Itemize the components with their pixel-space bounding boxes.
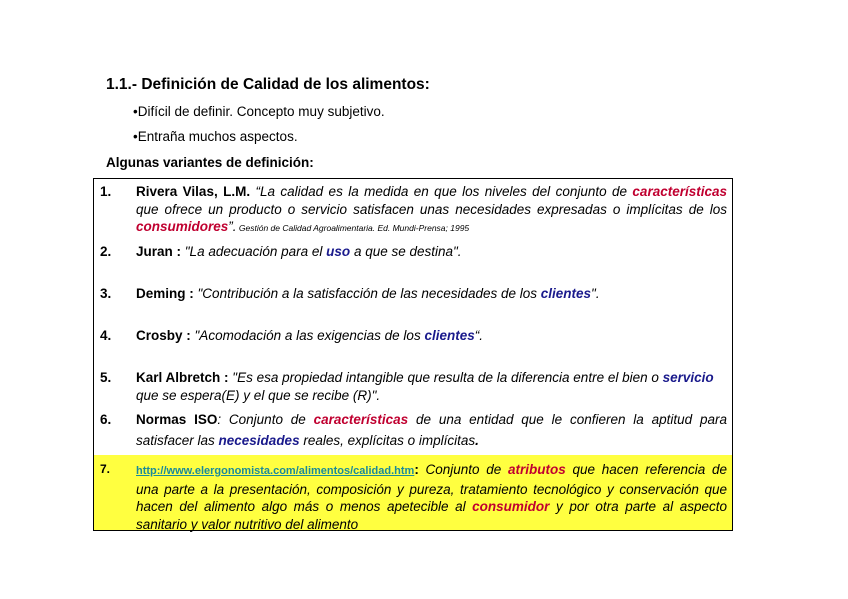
keyword-blue: uso: [326, 244, 351, 259]
variants-heading: Algunas variantes de definición:: [106, 155, 314, 170]
item-number: 3.: [100, 286, 112, 301]
author-name: Rivera Vilas, L.M.: [136, 184, 251, 199]
keyword-red: consumidores: [136, 219, 229, 234]
keyword-red: características: [632, 184, 727, 199]
quote-text: que se espera(E) y el que se recibe (R)".: [136, 387, 381, 403]
quote-text: “.: [474, 328, 483, 343]
author-name: Deming :: [136, 286, 194, 301]
keyword-red: características: [313, 412, 409, 427]
keyword-blue: clientes: [424, 328, 475, 343]
quote-text: reales, explícitas o implícitas: [299, 433, 476, 448]
quote-text: ".: [591, 286, 600, 301]
link-colon: :: [414, 462, 419, 477]
definition-text: [136, 409, 727, 451]
quote-text: “La calidad es la medida en que los niveles del conjunto de: [250, 184, 633, 199]
item-number: 5.: [100, 370, 112, 385]
section-title: 1.1.- Definición de Calidad de los alimentos:: [106, 76, 430, 93]
author-name: Normas ISO: [136, 412, 218, 427]
definition-text: [136, 285, 727, 303]
bullet-point: •Entraña muchos aspectos.: [133, 129, 298, 144]
item-number: 1.: [100, 184, 112, 199]
keyword-blue: servicio: [662, 370, 714, 385]
quote-text: "La adecuación para el: [181, 244, 327, 259]
quote-text: de una entidad que le confieren la aptitud para satisfacer las: [136, 412, 727, 448]
quote-text: a que se destina".: [350, 244, 462, 259]
keyword-red: atributos: [508, 462, 566, 477]
quote-text: que hacen referencia de una parte a la presentación, composición y pureza, tratamiento tecnológico y conservación que hacen del alimento algo más o menos apetecible al: [136, 462, 727, 514]
item-number: 6.: [100, 412, 112, 427]
quote-text: que ofrece un producto o servicio satisfacen unas necesidades expresadas o implícitas de los: [136, 201, 727, 217]
definition-item: [94, 183, 732, 239]
keyword-red: consumidor: [472, 499, 550, 514]
item-number: 2.: [100, 244, 112, 259]
quote-text: "Es esa propiedad intangible que resulta de la diferencia entre el bien o: [228, 370, 663, 385]
definitions-table: [93, 178, 733, 531]
definition-text: [136, 183, 727, 238]
bullet-point: •Difícil de definir. Concepto muy subjetivo.: [133, 104, 385, 119]
keyword-blue: clientes: [540, 286, 592, 301]
quote-text: "Contribución a la satisfacción de las necesidades de los: [193, 286, 541, 301]
quote-text: "Acomodación a las exigencias de los: [190, 328, 425, 343]
source-citation: Gestión de Calidad Agroalimentaria. Ed. Mundi-Prensa; 1995: [236, 223, 470, 233]
source-link[interactable]: http://www.elergonomista.com/alimentos/calidad.htm: [136, 465, 415, 477]
author-name: Karl Albretch :: [136, 370, 229, 385]
author-name: Juran :: [136, 244, 182, 259]
quote-end: .: [475, 433, 479, 448]
quote-text: ”.: [228, 219, 237, 234]
definition-text: [136, 243, 727, 261]
definition-text: [136, 369, 727, 404]
keyword-blue: necesidades: [218, 433, 300, 448]
item-number: 4.: [100, 328, 112, 343]
author-name: Crosby :: [136, 328, 191, 343]
quote-text: Conjunto de: [418, 462, 509, 477]
quote-text: : Conjunto de: [217, 412, 314, 427]
definition-text: [136, 327, 727, 345]
quote-text: y por otra parte al aspecto sanitario y valor nutritivo del alimento: [136, 499, 727, 532]
item-number: 7.: [100, 462, 111, 476]
definition-text: [136, 461, 727, 533]
